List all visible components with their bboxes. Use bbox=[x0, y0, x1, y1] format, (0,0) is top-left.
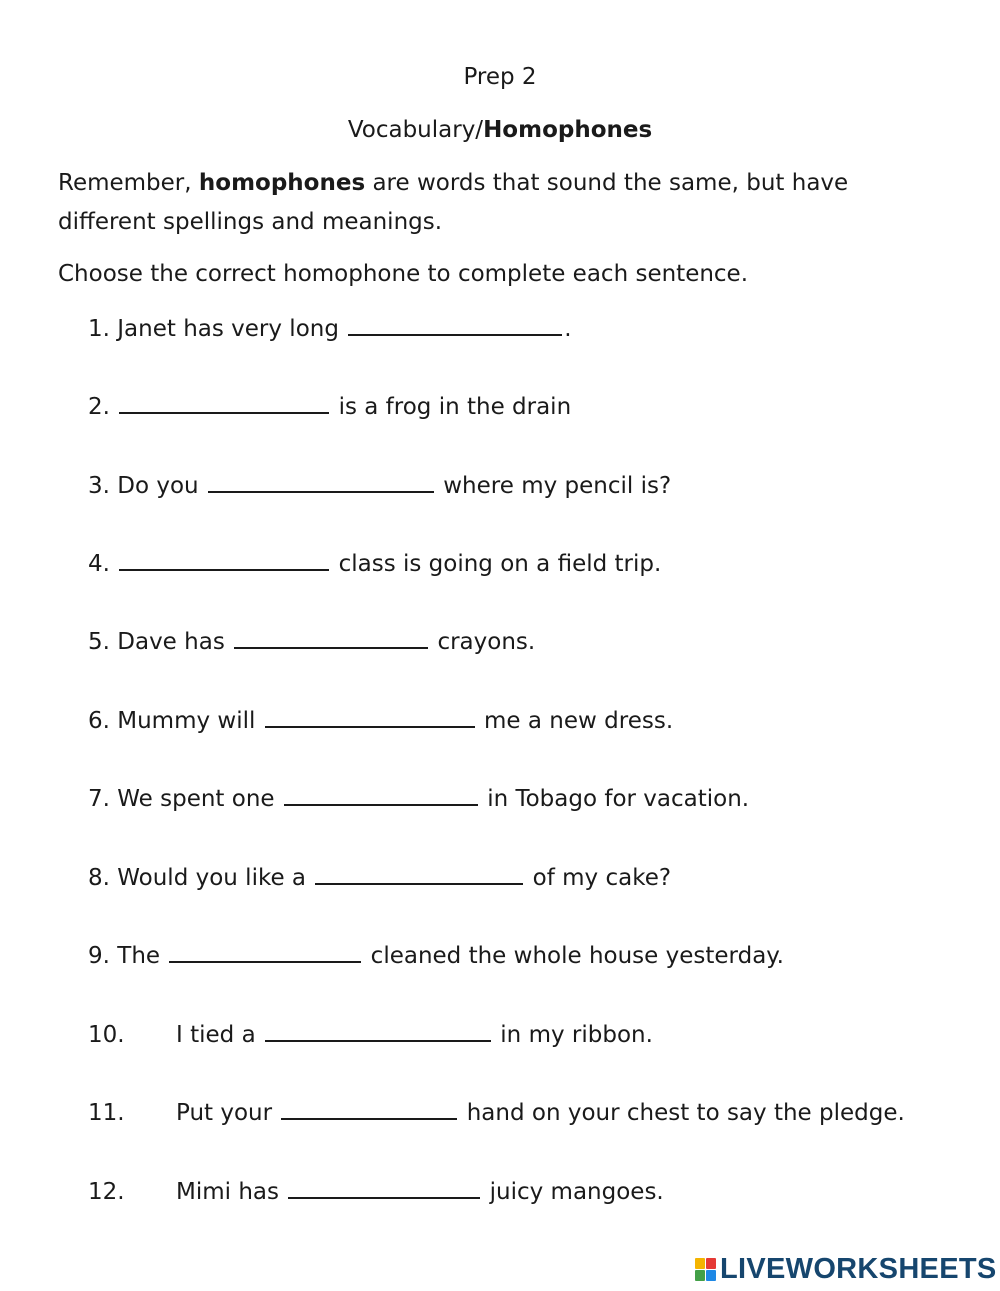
definition-after: are words that sound the same, but have different spellings and meanings. bbox=[58, 170, 849, 235]
logo-block bbox=[706, 1258, 716, 1269]
liveworksheets-logo[interactable] bbox=[695, 1253, 997, 1285]
question-text-before: Would you like a bbox=[117, 865, 307, 891]
question-text-after: is a frog in the drain bbox=[338, 394, 572, 420]
question-number: 3. bbox=[88, 473, 110, 499]
question-text-before: Mummy will bbox=[117, 708, 256, 734]
definition-term: homophones bbox=[198, 170, 366, 196]
question-text-before: Put your bbox=[176, 1100, 273, 1126]
question-item bbox=[88, 939, 968, 971]
answer-blank-8[interactable] bbox=[315, 861, 523, 885]
question-number: 9. bbox=[88, 943, 110, 969]
answer-blank-6[interactable] bbox=[265, 704, 475, 728]
logo-text: LIVEWORKSHEETS bbox=[720, 1252, 997, 1285]
logo-block bbox=[706, 1270, 716, 1281]
question-number: 10. bbox=[88, 1022, 125, 1048]
question-text-after: where my pencil is? bbox=[443, 473, 672, 499]
logo-block bbox=[695, 1258, 705, 1269]
question-text-after: hand on your chest to say the pledge. bbox=[466, 1100, 905, 1126]
answer-blank-10[interactable] bbox=[265, 1018, 491, 1042]
answer-blank-12[interactable] bbox=[288, 1175, 480, 1199]
question-text-after: in my ribbon. bbox=[500, 1022, 653, 1048]
question-text-before: I tied a bbox=[176, 1022, 256, 1048]
question-text-after: cleaned the whole house yesterday. bbox=[370, 943, 784, 969]
question-item bbox=[88, 547, 968, 579]
question-item bbox=[88, 1018, 968, 1050]
definition-text bbox=[58, 164, 938, 242]
question-text-after: . bbox=[564, 316, 572, 342]
worksheet-title bbox=[0, 115, 1000, 145]
class-level: Prep 2 bbox=[463, 64, 537, 90]
question-item bbox=[88, 312, 968, 344]
question-number: 11. bbox=[88, 1100, 125, 1126]
question-text-after: me a new dress. bbox=[484, 708, 674, 734]
question-text-before: Do you bbox=[117, 473, 199, 499]
question-item bbox=[88, 1175, 968, 1207]
question-text-after: class is going on a field trip. bbox=[338, 551, 662, 577]
question-item bbox=[88, 704, 968, 736]
answer-blank-11[interactable] bbox=[281, 1096, 457, 1120]
instructions: Choose the correct homophone to complete each sentence. bbox=[58, 261, 749, 287]
question-item bbox=[88, 390, 968, 422]
title-prefix: Vocabulary/ bbox=[347, 117, 484, 143]
question-number: 12. bbox=[88, 1179, 125, 1205]
answer-blank-4[interactable] bbox=[119, 547, 329, 571]
question-number: 6. bbox=[88, 708, 110, 734]
question-number: 4. bbox=[88, 551, 110, 577]
question-text-after: crayons. bbox=[437, 629, 536, 655]
answer-blank-9[interactable] bbox=[169, 939, 361, 963]
question-number: 5. bbox=[88, 629, 110, 655]
question-number: 7. bbox=[88, 786, 110, 812]
question-text-after: juicy mangoes. bbox=[489, 1179, 664, 1205]
question-number: 2. bbox=[88, 394, 110, 420]
logo-block bbox=[695, 1270, 705, 1281]
question-text-before: The bbox=[117, 943, 161, 969]
answer-blank-5[interactable] bbox=[234, 625, 428, 649]
question-text-before: Mimi has bbox=[176, 1179, 279, 1205]
question-item bbox=[88, 1096, 968, 1128]
definition-before: Remember, bbox=[58, 170, 199, 196]
question-number: 1. bbox=[88, 316, 110, 342]
question-text-before: Dave has bbox=[117, 629, 225, 655]
answer-blank-3[interactable] bbox=[208, 469, 434, 493]
question-number: 8. bbox=[88, 865, 110, 891]
question-item bbox=[88, 469, 968, 501]
title-topic: Homophones bbox=[483, 117, 653, 143]
question-text-after: in Tobago for vacation. bbox=[487, 786, 750, 812]
answer-blank-7[interactable] bbox=[284, 782, 478, 806]
question-item bbox=[88, 782, 968, 814]
question-item bbox=[88, 861, 968, 893]
logo-blocks-icon bbox=[695, 1258, 716, 1281]
question-text-before: We spent one bbox=[117, 786, 275, 812]
question-text-after: of my cake? bbox=[532, 865, 672, 891]
question-item bbox=[88, 625, 968, 657]
answer-blank-1[interactable] bbox=[348, 312, 562, 336]
answer-blank-2[interactable] bbox=[119, 390, 329, 414]
question-text-before: Janet has very long bbox=[117, 316, 339, 342]
